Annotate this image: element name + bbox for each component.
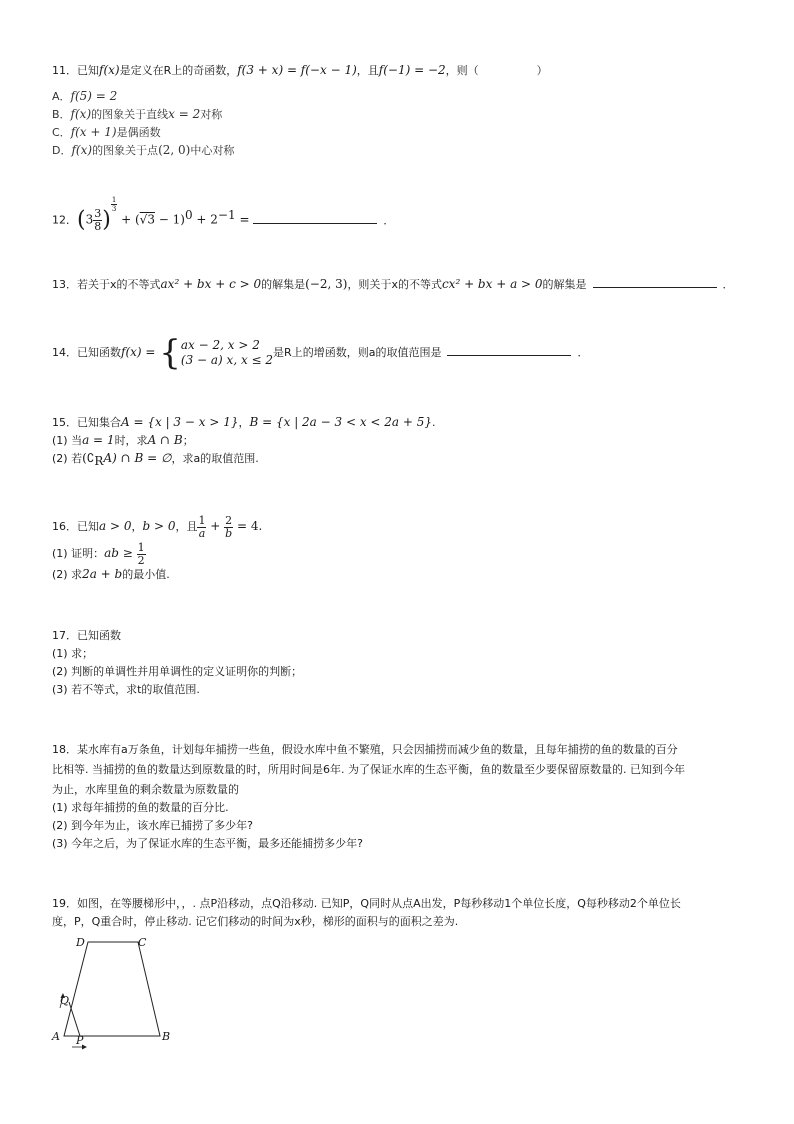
q11-math-eq2: f(−1) = −2 [378,63,446,77]
q11-option-b [52,106,222,123]
q13-text: 的不等式 [116,278,161,291]
q16-text: 的最小值. [122,568,170,581]
q14-brace: { [159,333,181,373]
q16-math: = 4. [233,519,263,533]
q13-math: (−2, 3) [305,277,348,291]
q16-fraction-1: $\frac{1}{a}$ [198,513,206,540]
q16-math: ab ≥ [104,546,137,560]
label-q: Q [60,994,70,1007]
q15-math: A ∩ B [147,433,183,447]
q11-text: 上的奇函数， [171,64,238,77]
label-d: D [76,936,85,949]
q18-stem-line2: 比相等. 当捕捞的鱼的数量达到原数量的时，所用时间是6年. 为了保证水库的生态平衡，鱼的数量至少要保留原数量的. 已知到今年 [52,763,685,776]
q14-R: R [284,346,292,359]
option-label: A． [52,90,71,103]
q11-R: R [163,64,172,77]
q11-paren-close: ） [536,64,548,77]
q19-stem-line1: 19．如图，在等腰梯形中，，. 点P沿移动，点Q沿移动. 已知P，Q同时从点A出发，P每秒移动1个单位长度，Q每秒移动2个单位长 [52,897,681,910]
q11-option-d [52,142,234,159]
q14-case1: ax − 2, x > 2 [180,338,260,352]
q16-math: a > 0 [99,519,132,533]
q12-sqrt: √3 [139,212,155,227]
q16-text: ，且 [175,520,198,533]
option-text: 对称 [200,108,223,121]
q11-text: 11．已知 [52,64,99,77]
q14-text: 14．已知函数 [52,346,121,359]
q15-set-a: A = {x | 3 − x > 1} [121,415,239,429]
q16-stem [52,512,262,541]
q15-a: a [193,452,201,465]
q17-part3: (3) 若不等式，求t的取值范围. [52,683,200,696]
option-text: 是偶函数 [116,126,161,139]
q17-stem: 17．已知函数 [52,629,121,642]
q12-math: = [235,212,254,227]
q15-stem [52,414,436,431]
q12-number: 12． [52,213,77,227]
q13-text: 的解集是 [261,278,306,291]
q18-part2: (2) 到今年为止，该水库已捕捞了多少年? [52,819,253,832]
q14-answer-blank[interactable] [447,355,571,356]
q15-text: ， [238,416,250,429]
q15-math: A) ∩ B = ∅ [103,451,172,465]
q13-stem [52,276,734,293]
q15-math: a = 1 [82,433,115,447]
q12-rparen: ) [102,207,111,233]
q18-part3: (3) 今年之后，为了保证水库的生态平衡，最多还能捕捞多少年? [52,837,363,850]
option-math: f(x) [71,143,93,157]
q16-fraction-3: $\frac{1}{2}$ [137,540,145,567]
q18-stem-line1: 18．某水库有a万条鱼，计划每年捕捞一些鱼，假设水库中鱼不繁殖，只会因捕捞而减少鱼的数量，且每年捕捞的鱼的数量的百分 [52,743,678,756]
q12-exp0: 0 [184,208,193,222]
q14-cases [181,338,273,368]
q19-stem-line2: 度，P，Q重合时，停止移动. 记它们移动的时间为x秒，梯形的面积与的面积之差为. [52,915,459,928]
q13-text: 的解集是 [542,278,587,291]
q12-period: ． [383,213,395,227]
q14-period: ． [577,346,589,359]
option-text: 中心对称 [190,144,235,157]
q16-part1 [52,540,146,567]
q15-text: ，求 [171,452,194,465]
q16-math: + [206,519,225,533]
label-b: B [162,1030,171,1043]
q16-text: ， [131,520,143,533]
q13-text: 的不等式 [397,278,442,291]
q17-part1: (1) 求； [52,647,94,660]
q12-exponent: $\frac{1}{3}$ [111,196,117,213]
q15-part1 [52,432,194,449]
q13-x: x [110,278,117,291]
trapezoid-abcd [64,942,160,1036]
q16-part2 [52,566,170,583]
q12-stem [52,196,395,236]
q15-set-b: B = {x | 2a − 3 < x < 2a + 5} [249,415,433,429]
q14-text: 是 [273,346,285,359]
q15-text: 的取值范围. [200,452,259,465]
q13-x: x [391,278,398,291]
q16-text: 16．已知 [52,520,99,533]
q11-math-eq1: f(3 + x) = f(−x − 1) [237,63,357,77]
q18-part1: (1) 求每年捕捞的鱼的数量的百分比. [52,801,229,814]
q14-math-fx: f(x) = [121,345,160,359]
option-text: 的图象关于直线 [91,108,169,121]
q14-text: 的取值范围是 [375,346,442,359]
q17-part2: (2) 判断的单调性并用单调性的定义证明你的判断； [52,665,303,678]
q15-text: 时，求 [114,434,148,447]
q14-stem [52,333,589,373]
q13-math: ax² + bx + c > 0 [160,277,262,291]
q13-answer-blank[interactable] [593,287,717,288]
q13-math: cx² + bx + a > 0 [441,277,543,291]
q11-stem [52,62,548,79]
q13-text: 13．若关于 [52,278,110,291]
option-math: f(x + 1) [70,125,117,139]
q12-math: + 2 [192,212,218,227]
q13-text: ，则关于 [347,278,392,291]
label-c: C [138,936,147,949]
q11-option-a [52,88,117,105]
q12-exp-neg: −1 [217,208,236,222]
option-label: D． [52,144,72,157]
option-math: x = 2 [168,107,201,121]
q15-text: ； [182,434,194,447]
q15-text: (1) 当 [52,434,83,447]
q12-lparen: ( [77,207,86,233]
q15-text: 15．已知集合 [52,416,121,429]
q15-text: . [432,416,436,429]
q15-subscript: R [94,454,104,469]
option-text: 的图象关于点 [92,144,159,157]
q11-text: 是定义在 [119,64,164,77]
q16-text: (2) 求 [52,568,83,581]
q14-a: a [368,346,376,359]
q14-case2: (3 − a) x, x ≤ 2 [180,353,274,367]
q12-answer-blank[interactable] [253,223,377,224]
q15-part2 [52,450,259,469]
q18-stem-line3: 为止，水库里鱼的剩余数量为原数量的 [52,783,239,796]
q15-math: (∁ [82,451,95,465]
q16-math: 2a + b [82,567,123,581]
q11-text: ，则（ [445,64,479,77]
q16-math: b > 0 [142,519,176,533]
option-math: f(x) [70,107,92,121]
q11-math-fx: f(x) [99,63,120,77]
q12-math: + ( [117,212,140,227]
label-a: A [52,1030,60,1043]
q16-text: (1) 证明： [52,547,105,560]
q13-period: ． [722,278,734,291]
option-label: C． [52,126,71,139]
trapezoid-figure [50,932,190,1056]
q11-option-c [52,124,161,141]
q16-fraction-2: $\frac{2}{b}$ [225,513,233,540]
q12-fraction: $\frac{3}{8}$ [94,207,102,234]
segment-pq [69,1002,80,1036]
option-math: f(5) = 2 [70,89,118,103]
option-math: (2, 0) [158,143,191,157]
q12-whole: 3 [85,212,94,227]
q15-text: (2) 若 [52,452,83,465]
q14-text: 上的增函数，则 [291,346,369,359]
option-label: B． [52,108,71,121]
q12-math: − 1) [154,212,185,227]
q11-text: ，且 [356,64,379,77]
label-p: P [76,1034,84,1047]
